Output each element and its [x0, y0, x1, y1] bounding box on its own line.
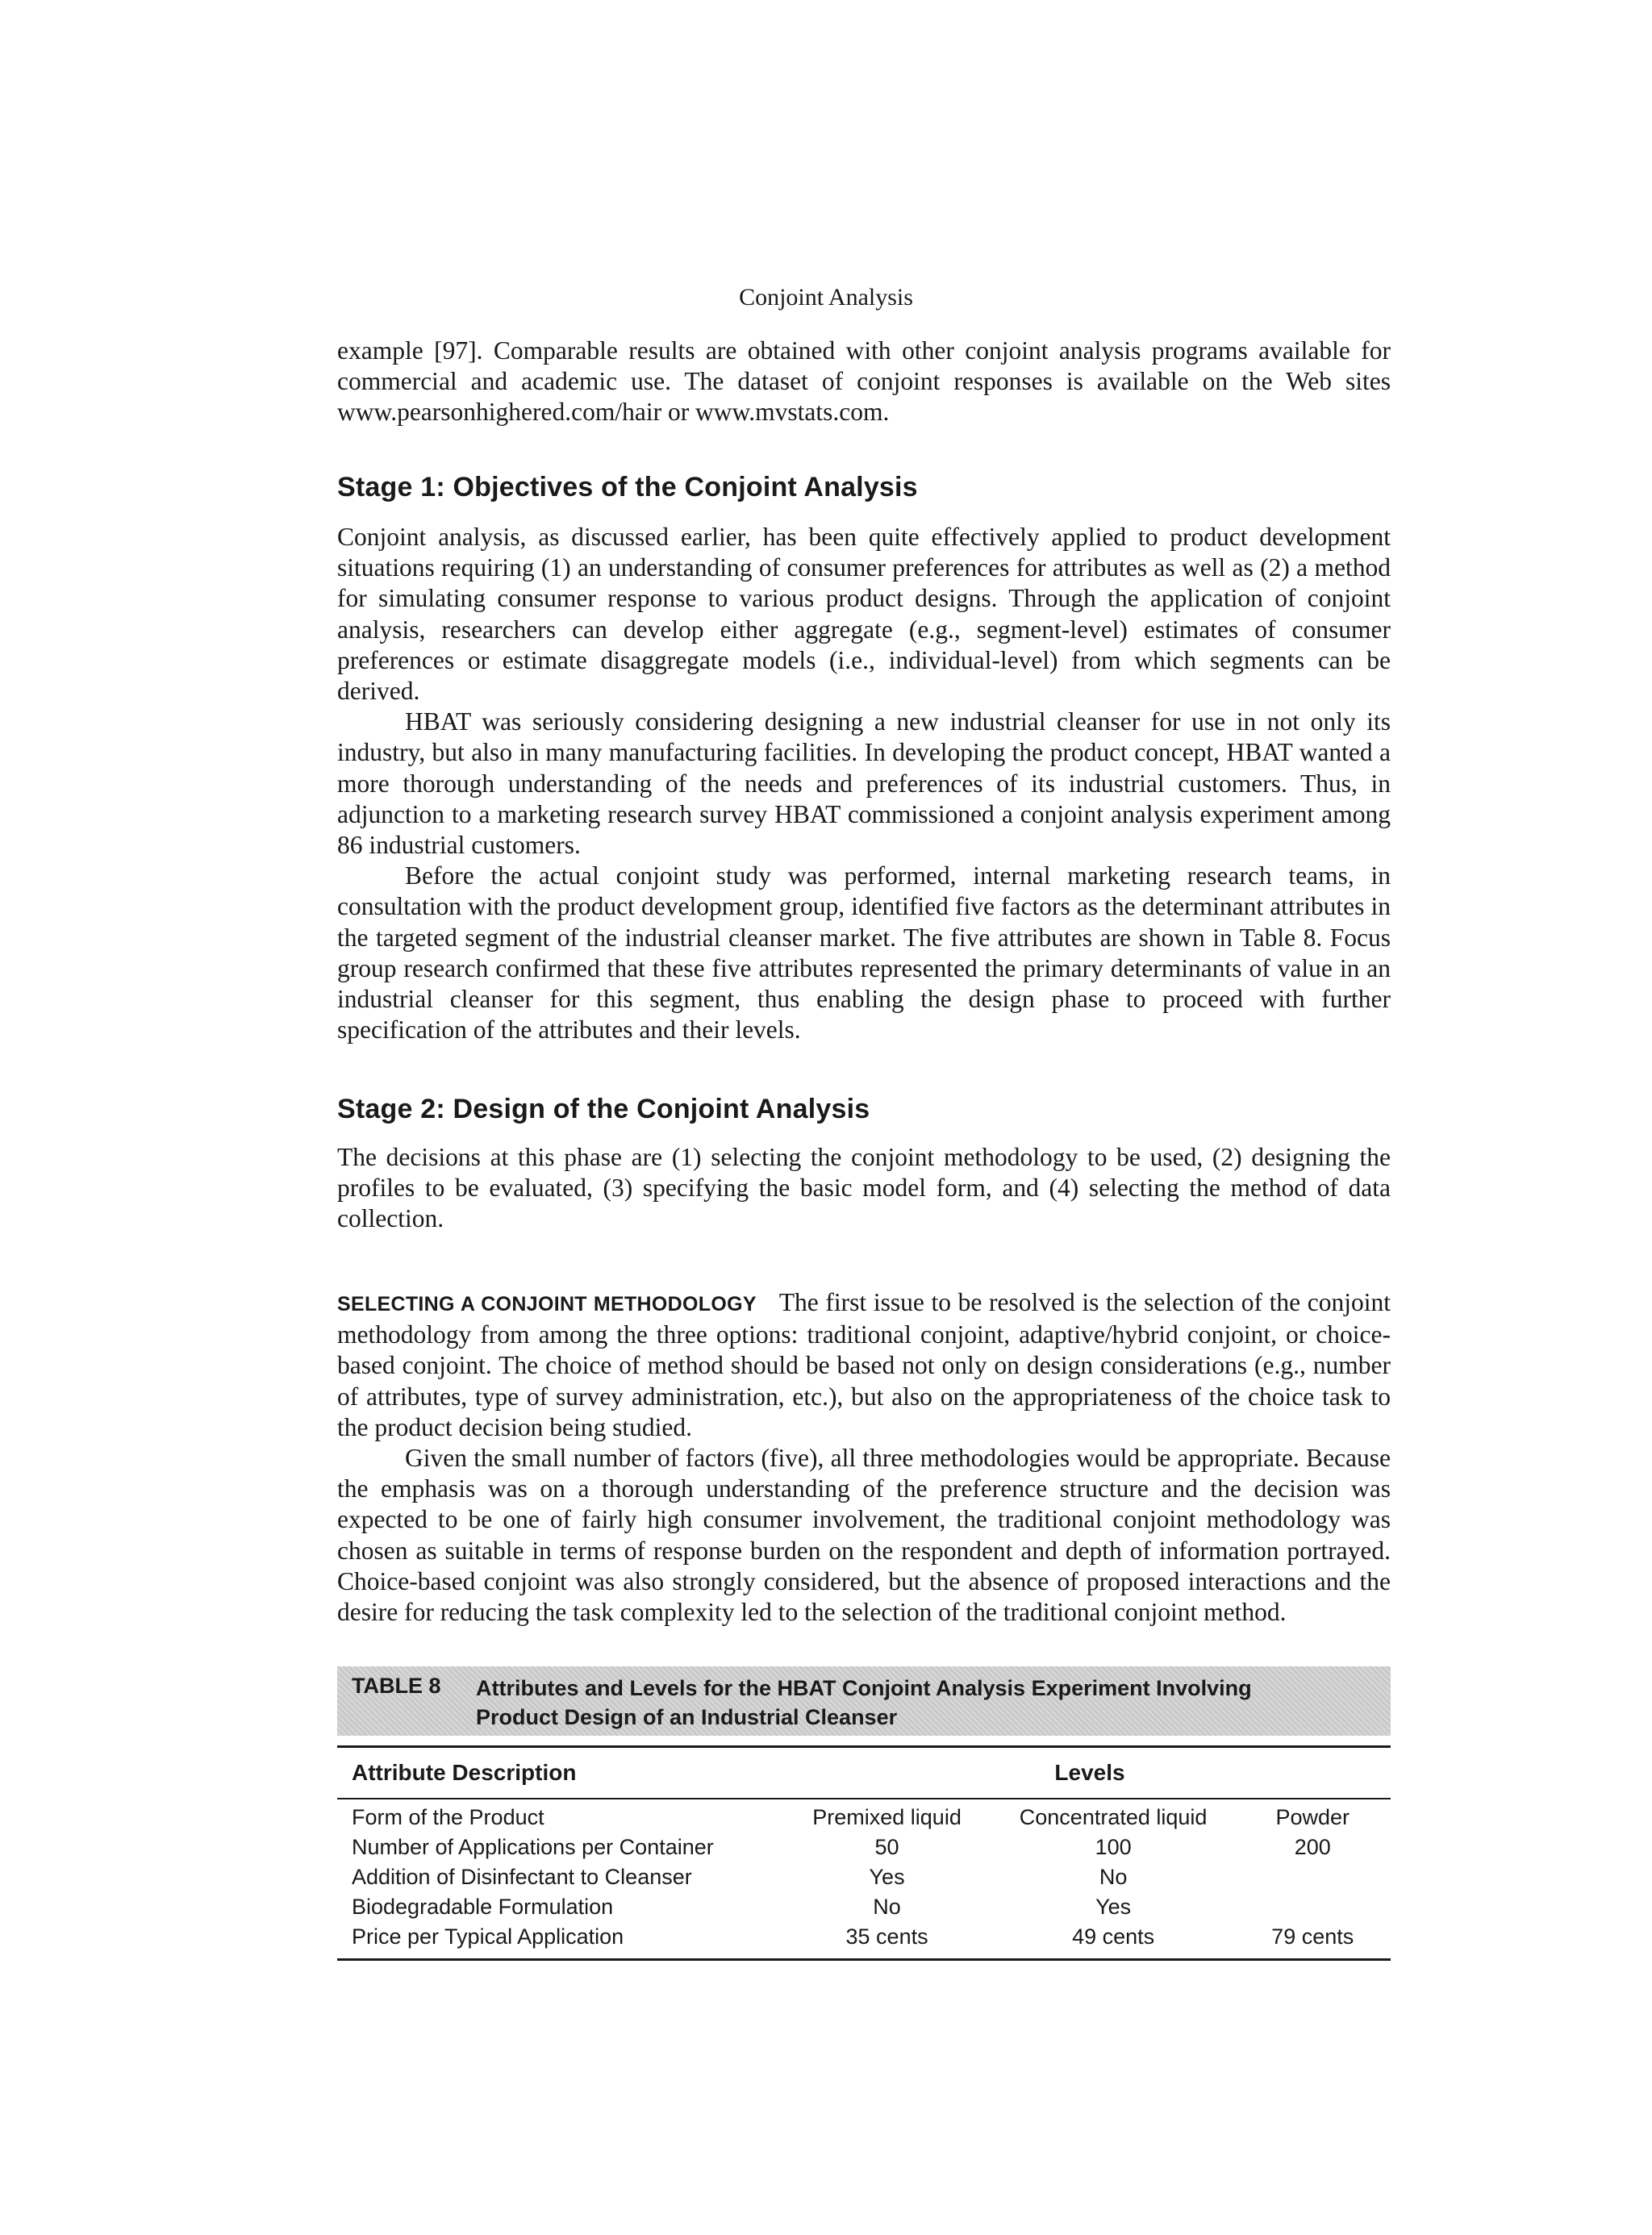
- stage1-paragraph-2: HBAT was seriously considering designing a new industrial cleanser for use in not only its industry, but also in many manufacturing facilities. In developing the product concept, HBAT wanted a more thorough understanding of the needs and preferences of its industrial customers. Thus, in adjunction to a marketing research survey HBAT commissioned a conjoint analysis experiment among 86 industrial customers.: [337, 707, 1391, 860]
- stage1-paragraph-3: Before the actual conjoint study was performed, internal marketing research teams, in consultation with the product development group, identified five factors as the determinant attributes in the targeted segment of the industrial cleanser market. The five attributes are shown in Table 8. Focus group research confirmed that these five attributes represented the primary determinants of value in an industrial cleanser for this segment, thus enabling the design phase to proceed with further specification of the attributes and their levels.: [337, 861, 1391, 1045]
- row-level-2: 100: [1095, 1835, 1132, 1859]
- row-level-1: No: [873, 1895, 901, 1919]
- row-level-3: 200: [1294, 1835, 1331, 1859]
- table-row: [337, 1862, 1391, 1892]
- table-8: [337, 1666, 1391, 1961]
- row-level-2: No: [1099, 1865, 1128, 1889]
- header-attribute: Attribute Description: [352, 1760, 577, 1785]
- row-level-2: 49 cents: [1072, 1924, 1155, 1949]
- methodology-body: [337, 1287, 1391, 1628]
- stage1-paragraph-1: Conjoint analysis, as discussed earlier, has been quite effectively applied to product development situations requiring (1) an understanding of consumer preferences for attributes as well as (2) a method for simulating consumer response to various product designs. Through the application of conjoint analysis, researchers can develop either aggregate (e.g., segment-level) estimates of consumer preferences or estimate disaggregate models (i.e., individual-level) from which segments can be derived.: [337, 523, 1391, 706]
- stage1-section: [337, 472, 1391, 503]
- stage1-heading: Stage 1: Objectives of the Conjoint Analysis: [337, 472, 918, 502]
- table-label: TABLE 8: [352, 1674, 441, 1698]
- attributes-table-body: [337, 1803, 1391, 1952]
- table-bottom-rule: [337, 1958, 1391, 1961]
- row-level-3: Powder: [1275, 1805, 1350, 1829]
- row-level-3: [1234, 1862, 1391, 1892]
- table-row: [337, 1892, 1391, 1922]
- row-level-3: 79 cents: [1271, 1924, 1354, 1949]
- stage2-section: [337, 1094, 1391, 1125]
- table-header-row: [337, 1748, 1391, 1798]
- row-level-1: 35 cents: [845, 1924, 928, 1949]
- row-level-3: [1234, 1892, 1391, 1922]
- methodology-runin-heading: SELECTING A CONJOINT METHODOLOGY: [337, 1293, 757, 1316]
- table-caption: [337, 1666, 1391, 1736]
- header-levels: Levels: [1054, 1760, 1125, 1785]
- stage2-heading: Stage 2: Design of the Conjoint Analysis: [337, 1094, 870, 1124]
- row-level-2: Yes: [1095, 1895, 1132, 1919]
- table-title-line1: Attributes and Levels for the HBAT Conjoint Analysis Experiment Involving: [476, 1676, 1252, 1700]
- row-attribute: Price per Typical Application: [352, 1924, 624, 1949]
- row-level-1: Premixed liquid: [812, 1805, 962, 1829]
- methodology-paragraph-1-text: The first issue to be resolved is the selection of the conjoint methodology from among the three options: traditional conjoint, adaptive/hybrid conjoint, or choice-based conjoint. The choice of method should be based not only on design considerations (e.g., number of attributes, type of survey administration, etc.), but also on the appropriateness of the choice task to the product decision being studied.: [337, 1288, 1391, 1441]
- table-row: [337, 1833, 1391, 1862]
- table-row: [337, 1922, 1391, 1952]
- table-row: [337, 1803, 1391, 1833]
- running-head: Conjoint Analysis: [739, 284, 913, 311]
- row-attribute: Form of the Product: [352, 1805, 544, 1829]
- intro-paragraph: example [97]. Comparable results are obtained with other conjoint analysis programs available for commercial and academic use. The dataset of conjoint responses is available on the Web sites www.pearsonhighered.com/hair or www.mvstats.com.: [337, 336, 1391, 427]
- row-level-1: 50: [874, 1835, 899, 1859]
- attributes-table: [337, 1748, 1391, 1798]
- row-level-2: Concentrated liquid: [1019, 1805, 1208, 1829]
- table-title: [476, 1674, 1371, 1732]
- stage1-body: [337, 522, 1391, 1045]
- row-level-1: Yes: [869, 1865, 905, 1889]
- methodology-paragraph-1: [337, 1287, 1391, 1443]
- methodology-paragraph-2: Given the small number of factors (five), all three methodologies would be appropriate. Because the emphasis was on a thorough understanding of the preference structure and the decision was expected to be one of fairly high consumer involvement, the traditional conjoint methodology was chosen as suitable in terms of response burden on the respondent and depth of information portrayed. Choice-based conjoint was also strongly considered, but the absence of proposed interactions and the desire for reducing the task complexity led to the selection of the traditional conjoint method.: [337, 1444, 1391, 1627]
- row-attribute: Number of Applications per Container: [352, 1835, 714, 1859]
- row-attribute: Biodegradable Formulation: [352, 1895, 614, 1919]
- table-title-line2: Product Design of an Industrial Cleanser: [476, 1705, 898, 1729]
- stage2-paragraph: The decisions at this phase are (1) selecting the conjoint methodology to be used, (2) designing the profiles to be evaluated, (3) specifying the basic model form, and (4) selecting the method of data collection.: [337, 1143, 1391, 1233]
- intro-block: [337, 336, 1391, 428]
- row-attribute: Addition of Disinfectant to Cleanser: [352, 1865, 692, 1889]
- stage2-body: [337, 1142, 1391, 1235]
